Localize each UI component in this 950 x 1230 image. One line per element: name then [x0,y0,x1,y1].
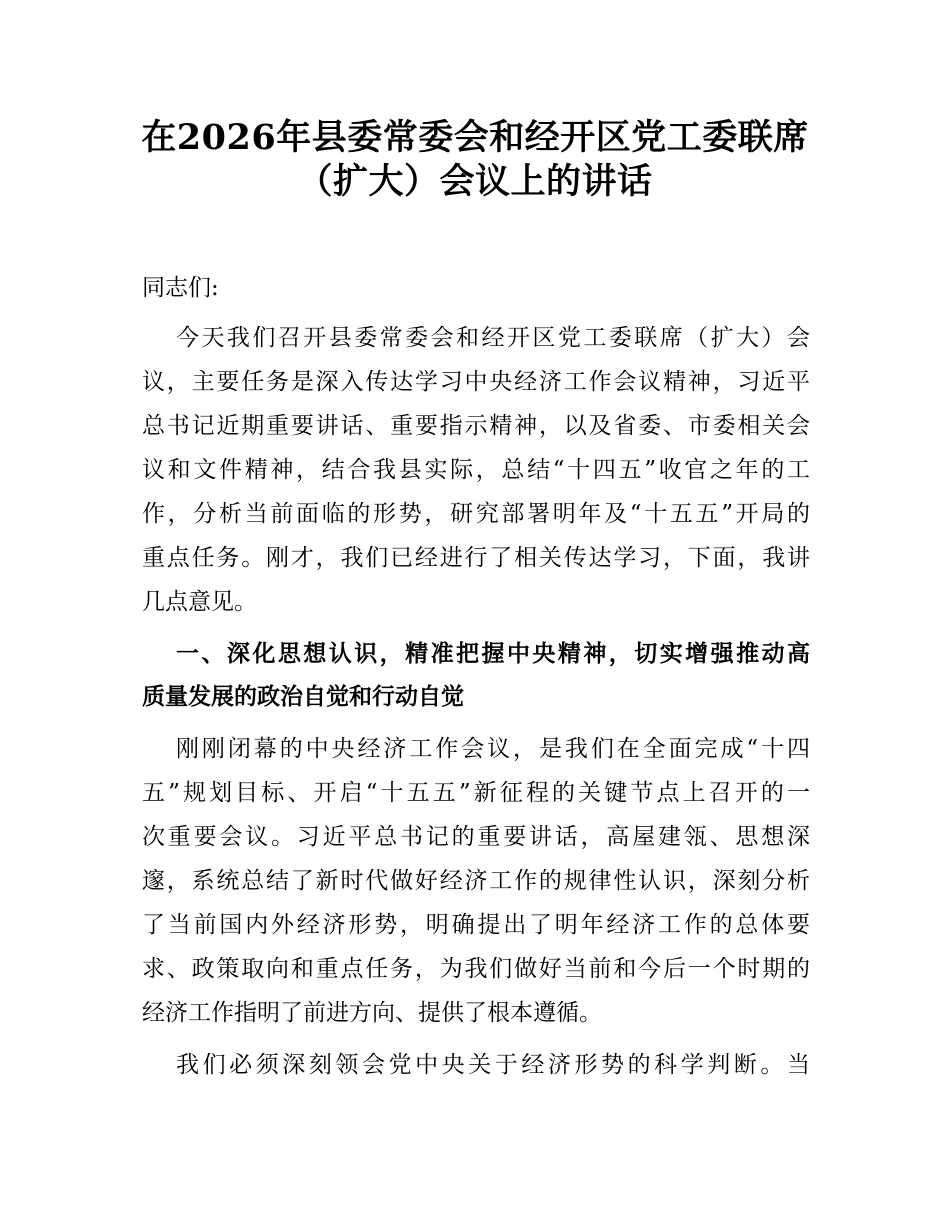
paragraph-2-line: 五”规划目标、开启“十五五”新征程的关键节点上召开的一 [142,780,810,806]
paragraph-1-line: 议，主要任务是深入传达学习中央经济工作会议精神，习近平 [142,369,810,395]
section-1-heading-line: 质量发展的政治自觉和行动自觉 [142,684,464,710]
paragraph-1-line: 作，分析当前面临的形势，研究部署明年及“十五五”开局的 [142,501,810,527]
salutation: 同志们: [142,275,219,301]
paragraph-2-line: 刚刚闭幕的中央经济工作会议，是我们在全面完成“十四 [176,736,810,762]
paragraph-1-line: 总书记近期重要讲话、重要指示精神，以及省委、市委相关会 [142,413,810,439]
section-1-heading-line: 一、深化思想认识，精准把握中央精神，切实增强推动高 [176,641,810,667]
paragraph-1-line: 重点任务。刚才，我们已经进行了相关传达学习，下面，我讲 [142,545,810,571]
paragraph-2-line: 经济工作指明了前进方向、提供了根本遵循。 [142,1000,602,1026]
paragraph-1-line: 议和文件精神，结合我县实际，总结“十四五”收官之年的工 [142,457,810,483]
paragraph-1-line: 几点意见。 [142,589,257,615]
paragraph-3-line: 我们必须深刻领会党中央关于经济形势的科学判断。当 [176,1052,810,1078]
paragraph-2-line: 求、政策取向和重点任务，为我们做好当前和今后一个时期的 [142,956,810,982]
document-title-line-1: 在2026年县委常委会和经开区党工委联席 [141,117,809,158]
paragraph-2-line: 邃，系统总结了新时代做好经济工作的规律性认识，深刻分析 [142,868,810,894]
paragraph-2-line: 了当前国内外经济形势，明确提出了明年经济工作的总体要 [142,912,810,938]
paragraph-1-line: 今天我们召开县委常委会和经开区党工委联席（扩大）会 [176,325,810,351]
document-title-line-2: （扩大）会议上的讲话 [297,161,653,202]
paragraph-2-line: 次重要会议。习近平总书记的重要讲话，高屋建瓴、思想深 [142,824,810,850]
